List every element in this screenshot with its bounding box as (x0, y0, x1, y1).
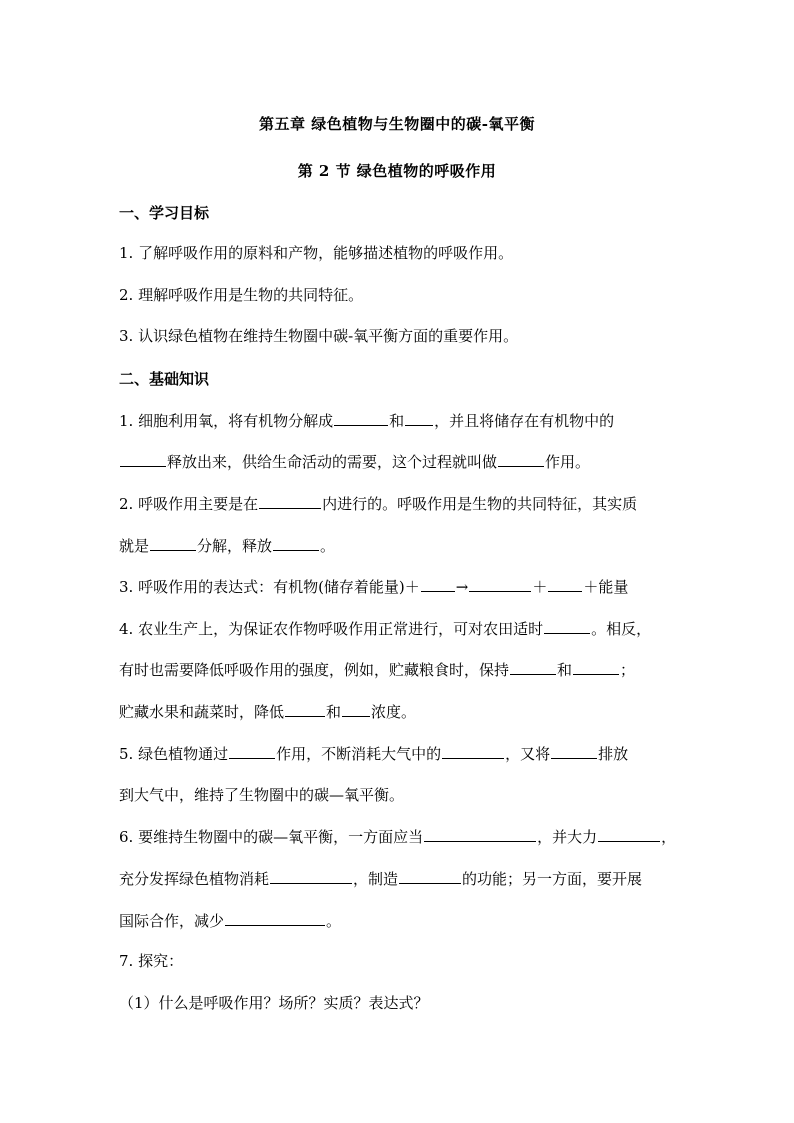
section-title: 第 2 节 绿色植物的呼吸作用 (297, 162, 497, 180)
q4-text-a: 4. 农业生产上，为保证农作物呼吸作用正常进行，可对农田适时 (119, 620, 544, 638)
question-1-line-1 (119, 410, 614, 431)
question-6-line-2 (119, 868, 642, 889)
question-4-line-1 (119, 618, 651, 639)
q5-text-b: 作用，不断消耗大气中的 (276, 745, 442, 763)
fill-blank[interactable] (285, 701, 325, 717)
fill-blank[interactable] (598, 826, 660, 842)
goal-item-1: 1. 了解呼吸作用的原料和产物，能够描述植物的呼吸作用。 (119, 244, 514, 262)
learning-goals-heading: 一、学习目标 (119, 204, 210, 222)
fill-blank[interactable] (573, 659, 619, 675)
goal-item-3: 3. 认识绿色植物在维持生物圈中碳-氧平衡方面的重要作用。 (119, 327, 519, 345)
q5-text-c: ，又将 (505, 745, 551, 763)
q6-text-h: 。 (326, 912, 342, 930)
q1-text-b: 和 (389, 412, 405, 430)
q4-text-h: 浓度。 (371, 703, 417, 721)
basic-knowledge-heading: 二、基础知识 (119, 370, 210, 388)
fill-blank[interactable] (551, 743, 597, 759)
q4-text-e: ； (620, 661, 636, 679)
q4-text-g: 和 (326, 703, 342, 721)
question-1-line-2 (119, 451, 590, 472)
q5-text-d: 排放 (598, 745, 629, 763)
fill-blank[interactable] (342, 701, 370, 717)
fill-blank[interactable] (259, 493, 321, 509)
fill-blank[interactable] (150, 535, 196, 551)
q6-text-e: ，制造 (353, 870, 399, 888)
q6-text-a: 6. 要维持生物圈中的碳—氧平衡，一方面应当 (119, 828, 424, 846)
q3-text-b: → (455, 578, 469, 596)
q6-text-c: ， (661, 828, 677, 846)
question-5-line-2 (119, 785, 404, 805)
q6-text-g: 国际合作，减少 (119, 912, 225, 930)
q6-text-d: 充分发挥绿色植物消耗 (119, 870, 270, 888)
q5-text-e: 到大气中，维持了生物圈中的碳—氧平衡。 (119, 786, 405, 804)
fill-blank[interactable] (399, 868, 461, 884)
q5-text-a: 5. 绿色植物通过 (119, 745, 229, 763)
q2-text-d: 分解，释放 (197, 537, 273, 555)
question-3-line (119, 576, 628, 597)
goal-item-2: 2. 理解呼吸作用是生物的共同特征。 (119, 286, 364, 304)
fill-blank[interactable] (510, 659, 556, 675)
question-2-line-1 (119, 493, 637, 514)
q3-text-d: ＋能量 (583, 578, 629, 596)
q4-text-f: 贮藏水果和蔬菜时，降低 (119, 703, 285, 721)
q1-text-d: 释放出来，供给生命活动的需要，这个过程就叫做 (167, 453, 498, 471)
q2-text-c: 就是 (119, 537, 150, 555)
q4-text-b: 。相反， (591, 620, 652, 638)
q2-text-e: 。 (320, 537, 336, 555)
question-6-line-1 (119, 826, 676, 847)
fill-blank[interactable] (424, 826, 536, 842)
q3-text-a: 3. 呼吸作用的表达式：有机物(储存着能量)＋ (119, 578, 420, 596)
q6-text-b: ，并大力 (537, 828, 598, 846)
question-2-line-2 (119, 535, 335, 556)
question-4-line-3 (119, 701, 416, 722)
fill-blank[interactable] (498, 451, 544, 467)
q6-text-f: 的功能；另一方面，要开展 (462, 870, 643, 888)
question-6-line-3 (119, 910, 341, 931)
fill-blank[interactable] (334, 410, 388, 426)
q1-text-a: 1. 细胞利用氧，将有机物分解成 (119, 412, 334, 430)
q3-text-c: ＋ (532, 578, 548, 596)
q4-text-c: 有时也需要降低呼吸作用的强度，例如，贮藏粮食时，保持 (119, 661, 510, 679)
fill-blank[interactable] (273, 535, 319, 551)
fill-blank[interactable] (469, 576, 531, 592)
fill-blank[interactable] (270, 868, 352, 884)
fill-blank[interactable] (421, 576, 455, 592)
question-5-line-1 (119, 743, 628, 764)
fill-blank[interactable] (120, 451, 166, 467)
fill-blank[interactable] (225, 910, 325, 926)
fill-blank[interactable] (548, 576, 582, 592)
q2-text-b: 内进行的。呼吸作用是生物的共同特征，其实质 (322, 495, 638, 513)
fill-blank[interactable] (544, 618, 590, 634)
q1-text-c: ，并且将储存在有机物中的 (434, 412, 615, 430)
q2-text-a: 2. 呼吸作用主要是在 (119, 495, 259, 513)
q1-text-e: 作用。 (545, 453, 591, 471)
fill-blank[interactable] (405, 410, 433, 426)
question-7-line: 7. 探究： (119, 952, 184, 970)
fill-blank[interactable] (229, 743, 275, 759)
question-7-sub-1: （1）什么是呼吸作用？场所？实质？表达式？ (119, 994, 429, 1012)
question-4-line-2 (119, 659, 635, 680)
fill-blank[interactable] (442, 743, 504, 759)
chapter-title: 第五章 绿色植物与生物圈中的碳-氧平衡 (259, 115, 535, 133)
q4-text-d: 和 (557, 661, 573, 679)
